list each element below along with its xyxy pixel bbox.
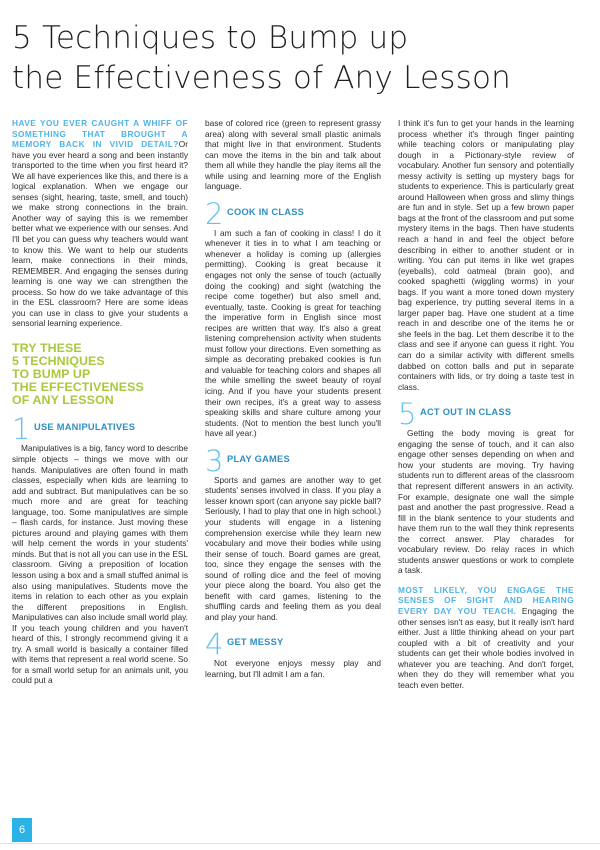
tip-1-heading [12,412,188,447]
column-1 [12,118,188,836]
tip-4-title: GET MESSY [227,637,284,648]
tip-5-paragraph: Getting the body moving is great for engaging the sense of touch, and it can also engage other senses depending on when and how your students are moving. Try having students run to different areas of the classroom that represent different answers in an activity. For example, designate one wall the simple past and another the past progressive. Read a fill in the blank sentence to your students and have them run to the wall they think represents the correct answer. Play charades for vocabulary review. Do relay races in which students answer questions or work to complete a task. [398,428,574,576]
tip-2-paragraph: I am such a fan of cooking in class! I do it whenever it ties in to what I am teaching or whenever a holiday is coming up (allergies permitting). Cooking is great because it engages not only the sense of touch (actually doing the cooking) and sight (watching the recipe come together) but also smell and, eventually, taste. Cooking is great for teaching the imperative form in English since most recipes are written that way. It's also a great listening comprehension activity when students must follow your directions. Even something as simple as decorating prebaked cookies is fun and valuable for teaching colors and shapes all the while smelling the sweet beauty of royal icing. And if you have your students present their own recipes, it's a great way to assess speaking skills and share culture among your students. (Not to mention the best lunch you'll have all year.) [205,227,381,439]
intro-paragraph [12,118,188,329]
tip-5-title: ACT OUT IN CLASS [420,407,512,418]
pull-quote-line-1: TRY THESE [12,340,82,355]
column-3 [398,118,574,836]
tip-5-number: 5 [398,397,417,432]
tip-4-number: 4 [205,627,224,662]
tip-2-number: 2 [205,196,224,231]
pull-quote-line-5: OF ANY LESSON [12,393,114,408]
page-title [12,18,590,98]
article-columns [12,118,590,836]
tip-1-number: 1 [12,412,31,447]
tip-1-paragraph: Manipulatives is a big, fancy word to describe simple objects – things we move with our hands. Manipulatives are often found in math classes, especially when kids are learning to add and subtract. But manipulatives can be so much more and are great for teaching language, too. Some manipulatives are simple – flash cards, for instance. Just moving these pictures around and playing games with them will help cement the words in your students' minds. But that is not all you can use in the ESL classroom. Giving a preposition of location lesson using a box and a small stuffed animal is also using manipulatives. Students move the items in relation to each other as you explain the different prepositions in English. Manipulatives can also include small world play. If you teach young children and you haven't heard of this, I strongly recommend giving it a try. A small world is basically a container filled with items that represent a real world scene. So for a small world setup for an animals unit, you could put a [12,443,188,686]
tip-1-paragraph-continued: base of colored rice (green to represent grassy area) along with several small plastic animals that might live in that environment. Students can move the items in the bin and talk about them all while they handle the play items all the while using and learning more of the English language. [205,118,381,192]
intro-body: Or have you ever heard a song and been instantly transported to the time when you first heard it? We all have experiences like this, and there is a logical explanation. When we engage our senses (sight, hearing, taste, smell, and touch) we make strong connections in the brain. Another way of saying this is we remember better what we experience with our senses. And I'll bet you can guess why teachers would want to know this. We want to help our students learn, make connections in their minds, REMEMBER. And engaging the senses during learning is one way we can strengthen the process. So how do we take advantage of this in the ESL classroom? Here are some ideas you can use in class to give your students a sensorial learning experience. [12,139,188,329]
page-title-line-2: the Effectiveness of Any Lesson [12,60,512,96]
tip-4-heading [205,627,381,662]
pull-quote-line-2: 5 TECHNIQUES [12,354,105,369]
conclusion-paragraph [398,585,574,690]
tip-3-number: 3 [205,443,224,478]
tip-2-title: COOK IN CLASS [227,206,305,217]
tip-3-paragraph: Sports and games are another way to get students' senses involved in class. If you play a lesser known sport (can anyone say pickle ball? Seriously, I had to play that one in high school.) your students will engage in a listening comprehension exercise while they learn new vocabulary and move their bodies while using their sense of touch. Board games are great, too, since they engage the senses with the sound of rolling dice and the feel of moving your piece along the board. You also get the benefit with card games, listening to the shuffling cards and feeling them as you deal and play your hand. [205,474,381,622]
pull-quote [12,342,188,407]
pull-quote-line-3: TO BUMP UP [12,367,91,382]
tip-1-title: USE MANIPULATIVES [34,422,136,433]
tip-2-heading [205,196,381,231]
footer-divider [0,843,600,844]
tip-3-title: PLAY GAMES [227,453,290,464]
column-2 [205,118,381,836]
intro-kicker: HAVE YOU EVER CAUGHT A WHIFF OF SOMETHING THAT BROUGHT A MEMORY BACK IN VIVID DETAIL? [12,118,188,150]
tip-4-paragraph: Not everyone enjoys messy play and learning, but I'll admit I am a fan. [205,658,381,679]
pull-quote-line-4: THE EFFECTIVENESS [12,380,144,395]
page-number: 6 [12,818,32,842]
conclusion-kicker: MOST LIKELY, YOU ENGAGE THE SENSES OF SIGHT AND HEARING EVERY DAY YOU TEACH. [398,584,574,616]
tip-4-paragraph-continued: I think it's fun to get your hands in the learning process whether it's through finger painting while teaching colors or manipulating play dough in a Pictionary-style review of vocabulary. Another fun sensory and potentially messy activity is setting up mystery bags for students to experience. This is particularly great around Halloween when gross and slimy things are fun and in style. Set up a few brown paper bags at the front of the classroom and put some mystery items in the bags. Then have students reach a hand in and feel the object before describing in either to another student or in writing. You can put items in like wet grapes (eyeballs), cold oatmeal (brain goo), and cooked spaghetti (wiggling worms) in your bags. If you want a more toned down mystery bag experience, try putting several items in a larger paper bag. Have one student at a time reach in and describe one of the items he or she feels in the bag. Let them describe it to the class and see if anyone can guess it right. You can do a similar activity with different smells dabbed on cotton balls and put in separate containers with lids, or try doing a taste test in class. [398,118,574,392]
page-title-line-1: 5 Techniques to Bump up [12,20,409,56]
conclusion-body: Engaging the other senses isn't as easy, but it really isn't hard either. Just a little thinking ahead on your part coupled with a bit of creativity and your students can get their whole bodies involved in whatever you are teaching. And don't forget, when they do they will remember what you teach even better. [398,605,574,690]
tip-5-heading [398,397,574,432]
tip-3-heading [205,443,381,478]
